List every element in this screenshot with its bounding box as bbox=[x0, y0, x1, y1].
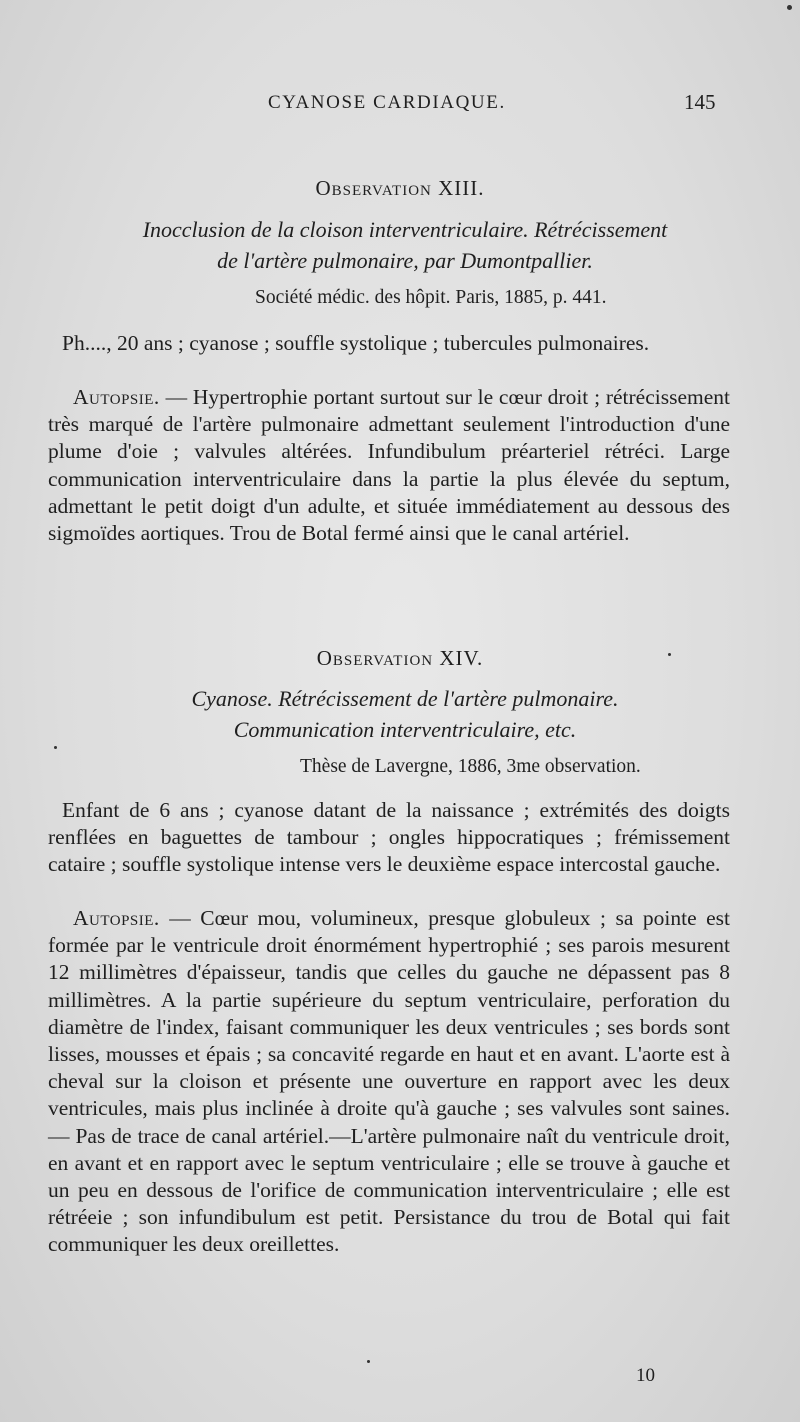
ink-speck bbox=[367, 1360, 370, 1363]
running-head bbox=[0, 92, 800, 122]
observation-14-title-line-2: Communication interventriculaire, etc. bbox=[233, 717, 577, 742]
observation-14-heading: Observation XIV. bbox=[316, 646, 484, 670]
observation-13-paragraph-2-text: — Hypertrophie portant surtout sur le cœur droit ; rétrécissement très marqué de l'artère pulmonaire admettant seulement l'introduction d'une plume d'oie ; valvules altérées. Infundibulum préarteriel rétréci. Large communication interventriculaire dans la partie la plus élevée du septum, admettant le petit doigt d'un adulte, et située immédiatement au dessous des sigmoïdes aortiques. Trou de Botal fermé ainsi que le canal artériel. bbox=[48, 385, 730, 546]
autopsy-label: Autopsie. bbox=[73, 906, 160, 930]
observation-13-source: Société médic. des hôpit. Paris, 1885, p. 441. bbox=[255, 287, 607, 308]
observation-13-title bbox=[40, 214, 770, 276]
observation-14-paragraph-2-text: — Cœur mou, volumineux, presque globuleux ; sa pointe est formée par le ventricule droit énormément hypertrophié ; ses parois mesurent 12 millimètres d'épaisseur, tandis que celles du gauche ne dépassent pas 8 millimètres. A la partie supérieure du septum ventriculaire, perforation du diamètre de l'index, faisant communiquer les deux ventricules ; ses bords sont lisses, mousses et épais ; sa concavité regarde en haut et en avant. L'aorte est à cheval sur la cloison et présente une ouverture en rapport avec les deux ventricules, mais plus inclinée à droite qu'à gauche ; ses valvules sont saines. — Pas de trace de canal artériel.—L'artère pulmonaire naît du ventricule droit, en avant et en rapport avec le septum ventriculaire ; elle se trouve à gauche et un peu en dessous de l'orifice de communication interventriculaire ; elle est rétréeie ; son infundibulum est petit. Persistance du trou de Botal qui fait communiquer les deux oreillettes. bbox=[48, 906, 730, 1257]
observation-13-paragraph-1: Ph...., 20 ans ; cyanose ; souffle systolique ; tubercules pulmonaires. bbox=[62, 331, 650, 355]
observation-14-paragraph-2 bbox=[48, 905, 730, 1259]
ink-speck bbox=[787, 5, 792, 10]
ink-speck bbox=[54, 746, 57, 749]
observation-14-paragraph-1: Enfant de 6 ans ; cyanose datant de la naissance ; extrémités des doigts renflées en baguettes de tambour ; ongles hippocratiques ; frémissement cataire ; souffle systolique intense vers le deuxième espace intercostal gauche. bbox=[48, 798, 730, 877]
running-head-title: CYANOSE CARDIAQUE. bbox=[268, 92, 506, 113]
observation-13-paragraph-2 bbox=[48, 384, 730, 547]
signature-folio: 10 bbox=[636, 1365, 655, 1386]
autopsy-label: Autopsie. bbox=[73, 385, 160, 409]
observation-14-title bbox=[40, 683, 770, 745]
page-number: 145 bbox=[684, 90, 716, 114]
ink-speck bbox=[668, 653, 671, 656]
observation-13-title-line-1: Inocclusion de la cloison interventriculaire. Rétrécissement bbox=[142, 217, 668, 242]
observation-13-heading: Observation XIII. bbox=[315, 176, 485, 200]
observation-13-title-line-2: de l'artère pulmonaire, par Dumontpallier. bbox=[217, 248, 593, 273]
observation-14-title-line-1: Cyanose. Rétrécissement de l'artère pulmonaire. bbox=[191, 686, 619, 711]
observation-14-source: Thèse de Lavergne, 1886, 3me observation. bbox=[300, 756, 641, 777]
